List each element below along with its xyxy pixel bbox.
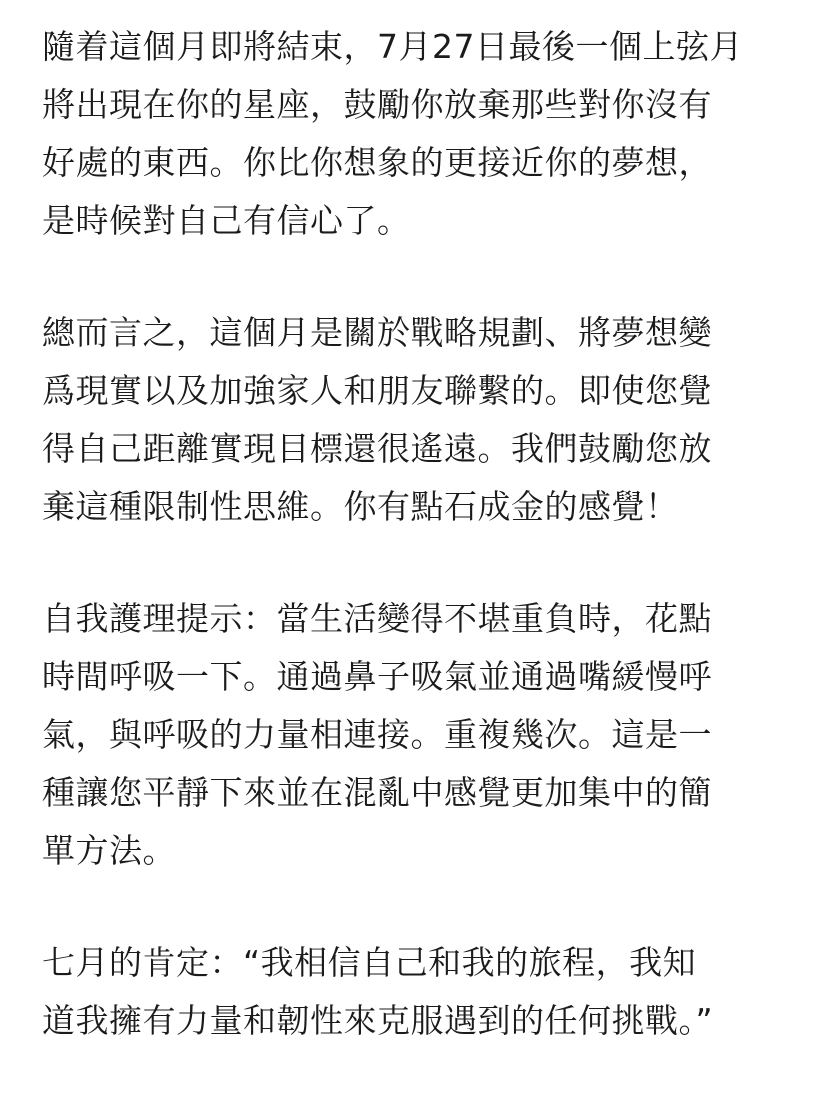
text-line: 自我護理提示：當生活變得不堪重負時，花點 [42,599,712,638]
paragraph-self-care-tip [42,590,787,880]
paragraph-summary [42,304,787,536]
paragraph-last-quarter-moon [42,18,787,250]
text-line: 總而言之，這個月是關於戰略規劃、將夢想變 [42,313,712,352]
text-line: 將出現在你的星座，鼓勵你放棄那些對你沒有 [42,85,712,124]
text-line: 隨着這個月即將結束，7月27日最後一個上弦月 [42,27,743,66]
text-line: 道我擁有力量和韌性來克服遇到的任何挑戰。” [42,1001,714,1040]
text-line: 七月的肯定：“我相信自己和我的旅程，我知 [42,943,697,982]
text-line: 氣，與呼吸的力量相連接。重複幾次。這是一 [42,715,712,754]
text-line: 爲現實以及加強家人和朋友聯繫的。即使您覺 [42,371,712,410]
text-line: 棄這種限制性思維。你有點石成金的感覺！ [42,487,679,526]
text-line: 種讓您平靜下來並在混亂中感覺更加集中的簡 [42,773,712,812]
text-line: 時間呼吸一下。通過鼻子吸氣並通過嘴緩慢呼 [42,657,712,696]
text-line: 單方法。 [42,831,176,870]
text-line: 是時候對自己有信心了。 [42,201,411,240]
text-line: 得自己距離實現目標還很遙遠。我們鼓勵您放 [42,429,712,468]
paragraph-affirmation [42,934,787,1050]
text-line: 好處的東西。你比你想象的更接近你的夢想， [42,143,712,182]
article-body [42,18,787,1104]
